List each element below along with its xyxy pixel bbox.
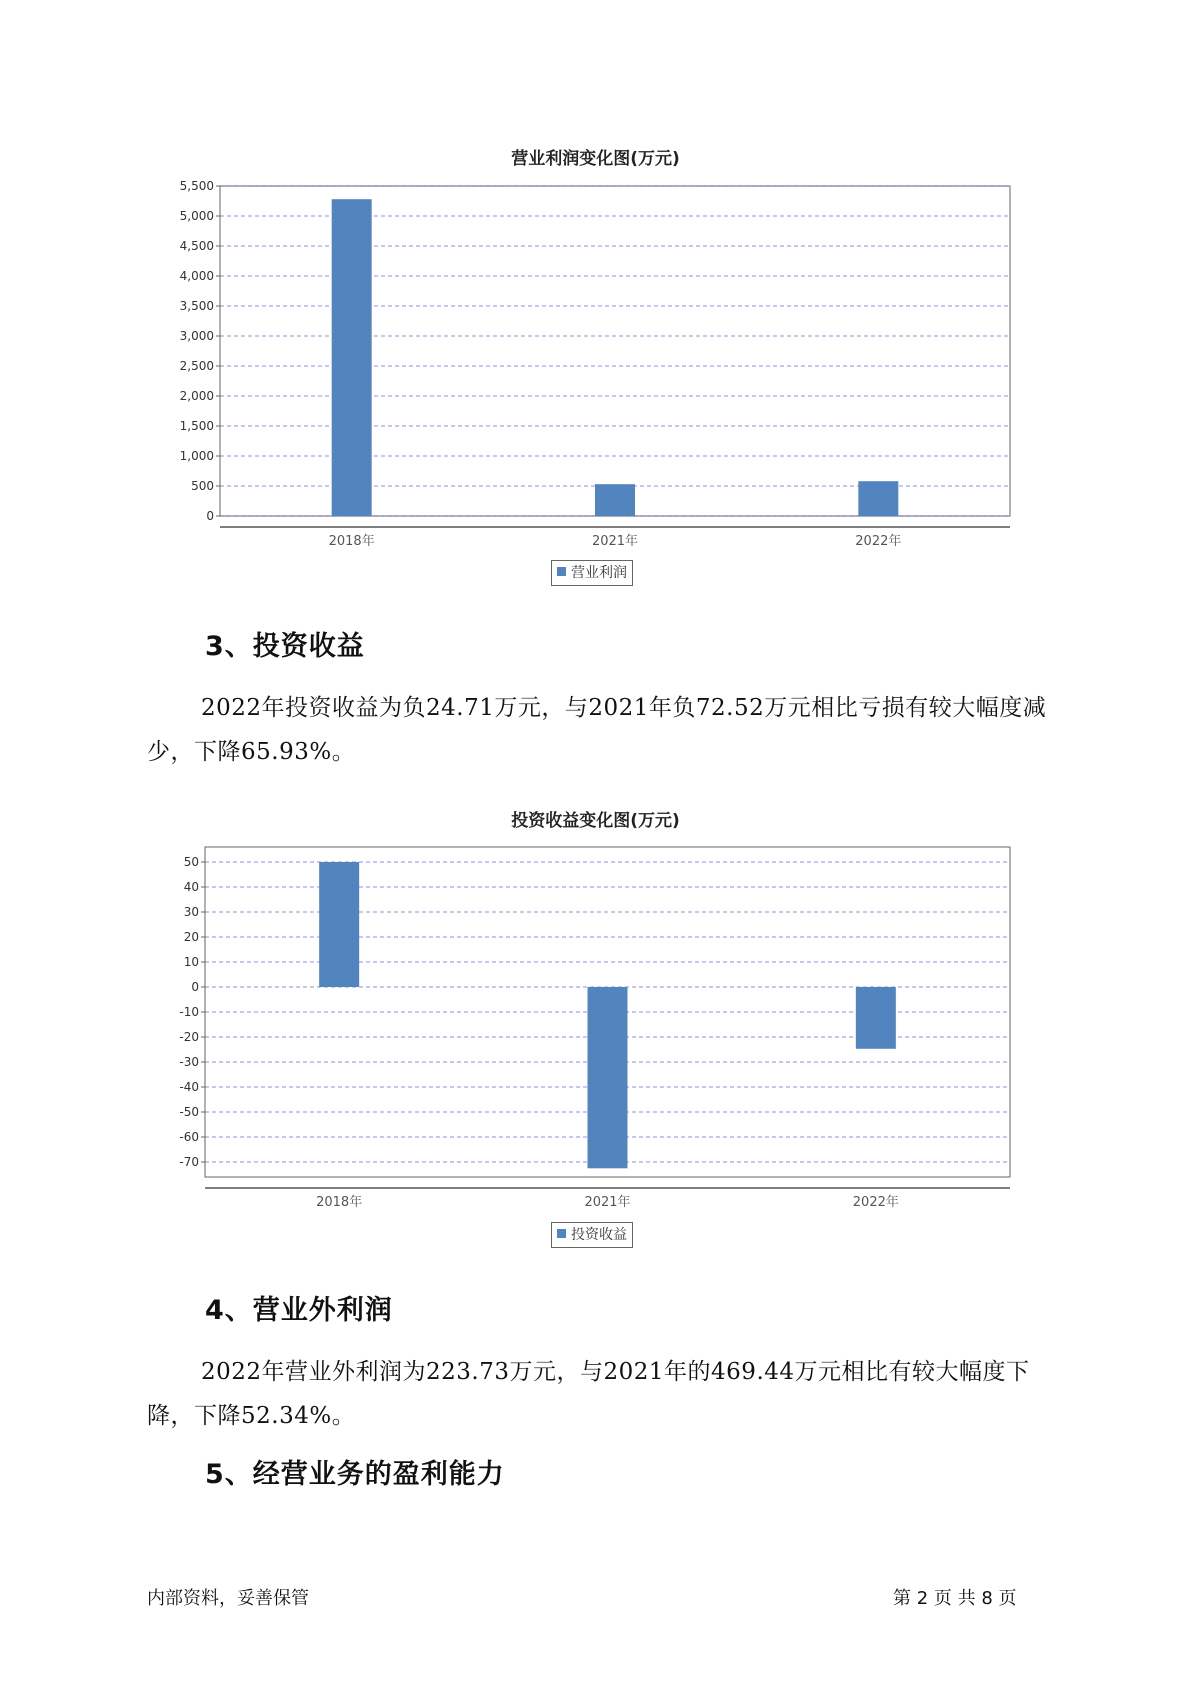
x-tick-label: 2022年	[855, 534, 902, 549]
y-tick-label: 1,000	[179, 449, 214, 463]
y-tick-label: -30	[179, 1055, 199, 1069]
y-tick-label: 30	[183, 905, 199, 919]
y-tick-label: 0	[206, 509, 214, 523]
section4-heading: 4、营业外利润	[205, 1295, 393, 1326]
y-tick-label: -20	[179, 1030, 199, 1044]
y-tick-label: 5,500	[179, 179, 214, 193]
chart2-legend	[551, 1222, 633, 1248]
y-tick-label: 4,500	[179, 239, 214, 253]
y-tick-label: 40	[183, 880, 199, 894]
y-tick-label: 20	[183, 930, 199, 944]
chart1-legend-label: 营业利润	[571, 565, 627, 581]
y-tick-label: -60	[179, 1130, 199, 1144]
x-tick-label: 2022年	[852, 1195, 899, 1210]
chart2-legend-label: 投资收益	[571, 1227, 627, 1243]
x-tick-label: 2021年	[584, 1195, 631, 1210]
footer-left: 内部资料，妥善保管	[147, 1588, 309, 1609]
y-tick-label: 50	[183, 855, 199, 869]
bar	[319, 862, 359, 987]
y-tick-label: 500	[191, 479, 214, 493]
y-tick-label: 0	[191, 980, 199, 994]
y-tick-label: -50	[179, 1105, 199, 1119]
y-tick-label: 3,000	[179, 329, 214, 343]
y-tick-label: -10	[179, 1005, 199, 1019]
y-tick-label: 2,500	[179, 359, 214, 373]
section4-paragraph: 2022年营业外利润为223.73万元，与2021年的469.44万元相比有较大幅度下降，下降52.34%。	[147, 1359, 1030, 1429]
chart1-title: 营业利润变化图(万元)	[511, 149, 680, 169]
x-tick-label: 2018年	[316, 1195, 363, 1210]
y-tick-label: -40	[179, 1080, 199, 1094]
bar	[588, 987, 628, 1168]
y-tick-label: 10	[183, 955, 199, 969]
section3-paragraph: 2022年投资收益为负24.71万元，与2021年负72.52万元相比亏损有较大幅度减少，下降65.93%。	[147, 695, 1047, 765]
section3-heading: 3、投资收益	[205, 631, 365, 662]
legend-swatch-icon	[557, 1229, 566, 1238]
x-tick-label: 2018年	[328, 534, 375, 549]
bar	[856, 987, 896, 1049]
y-tick-label: 4,000	[179, 269, 214, 283]
chart2-title: 投资收益变化图(万元)	[511, 811, 680, 831]
y-tick-label: 3,500	[179, 299, 214, 313]
x-tick-label: 2021年	[591, 534, 639, 549]
y-tick-label: 1,500	[179, 419, 214, 433]
y-tick-label: 2,000	[179, 389, 214, 403]
y-tick-label: -70	[179, 1155, 199, 1169]
section5-heading: 5、经营业务的盈利能力	[205, 1459, 505, 1490]
footer-page-number: 第 2 页 共 8 页	[893, 1588, 1017, 1609]
y-tick-label: 5,000	[179, 209, 214, 223]
